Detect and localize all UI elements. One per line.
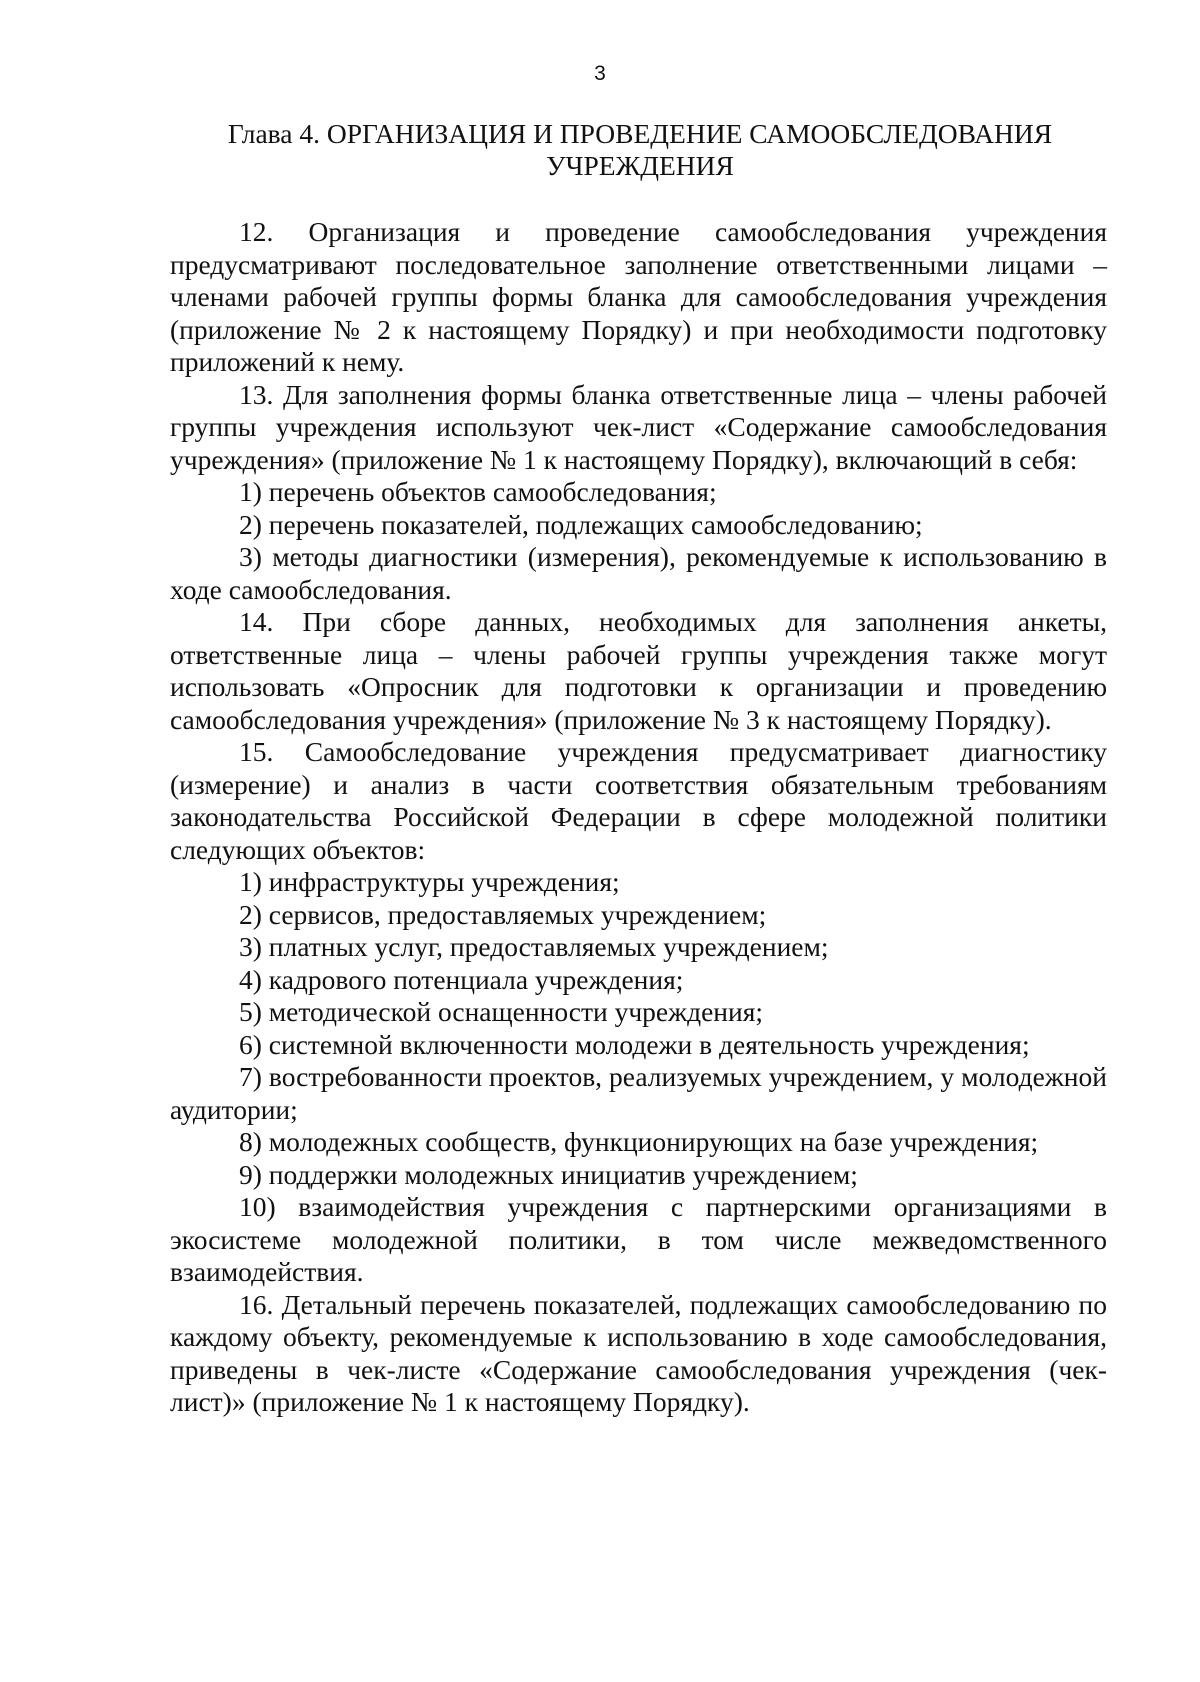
list-item: 6) системной включенности молодежи в деятельность учреждения;: [239, 1028, 1030, 1060]
list-item: 7) востребованности проектов, реализуемых учреждением, у молодежной аудитории;: [170, 1061, 1107, 1125]
list-item: 10) взаимодействия учреждения с партнерскими организациями в экосистеме молодежной политики, в том числе межведомственного взаимодействия.: [170, 1191, 1107, 1287]
list-item: 5) методической оснащенности учреждения;: [239, 996, 764, 1027]
list-item: 3) методы диагностики (измерения), рекомендуемые к использованию в ходе самообследования.: [170, 541, 1107, 605]
list-item: 1) перечень объектов самообследования;: [239, 476, 717, 507]
list-item: 8) молодежных сообществ, функционирующих на базе учреждения;: [239, 1126, 1039, 1157]
list-item: 3) платных услуг, предоставляемых учреждением;: [239, 931, 829, 962]
list-item: 2) сервисов, предоставляемых учреждением;: [239, 898, 767, 930]
paragraph-14: 14. При сборе данных, необходимых для заполнения анкеты, ответственные лица – члены рабочей группы учреждения также могут использовать «Опросник для подготовки к организации и проведению самообследования учреждения» (приложение № 3 к настоящему Порядку).: [170, 606, 1107, 735]
paragraph-13: 13. Для заполнения формы бланка ответственные лица – члены рабочей группы учреждения используют чек-лист «Содержание самообследования учреждения» (приложение № 1 к настоящему Порядку), включающий в себя:: [170, 378, 1107, 475]
list-item: 4) кадрового потенциала учреждения;: [239, 963, 684, 995]
document-body: [170, 216, 1107, 1419]
paragraph-15: 15. Самообследование учреждения предусматривает диагностику (измерение) и анализ в части соответствия обязательным требованиям законодательства Российской Федерации в сфере молодежной политики следующих объектов:: [170, 736, 1107, 865]
chapter-title-line-2: УЧРЕЖДЕНИЯ: [546, 150, 734, 181]
paragraph-12: 12. Организация и проведение самообследования учреждения предусматривают последовательное заполнение ответственными лицами – членами рабочей группы формы бланка для самообследования учреждения (приложение № 2 к настоящему Порядку) и при необходимости подготовку приложений к нему.: [170, 216, 1107, 377]
chapter-title: [170, 118, 1110, 182]
list-item: 9) поддержки молодежных инициатив учреждением;: [239, 1158, 858, 1190]
list-item: 2) перечень показателей, подлежащих самообследованию;: [239, 508, 923, 540]
paragraph-16: 16. Детальный перечень показателей, подлежащих самообследованию по каждому объекту, рекомендуемые к использованию в ходе самообследования, приведены в чек-листе «Содержание самообследования учреждения (чек-лист)» (приложение № 1 к настоящему Порядку).: [170, 1288, 1107, 1417]
page-number: 3: [594, 62, 606, 85]
chapter-title-line-1: Глава 4. ОРГАНИЗАЦИЯ И ПРОВЕДЕНИЕ САМООБСЛЕДОВАНИЯ: [227, 118, 1053, 149]
list-item: 1) инфраструктуры учреждения;: [239, 866, 620, 897]
